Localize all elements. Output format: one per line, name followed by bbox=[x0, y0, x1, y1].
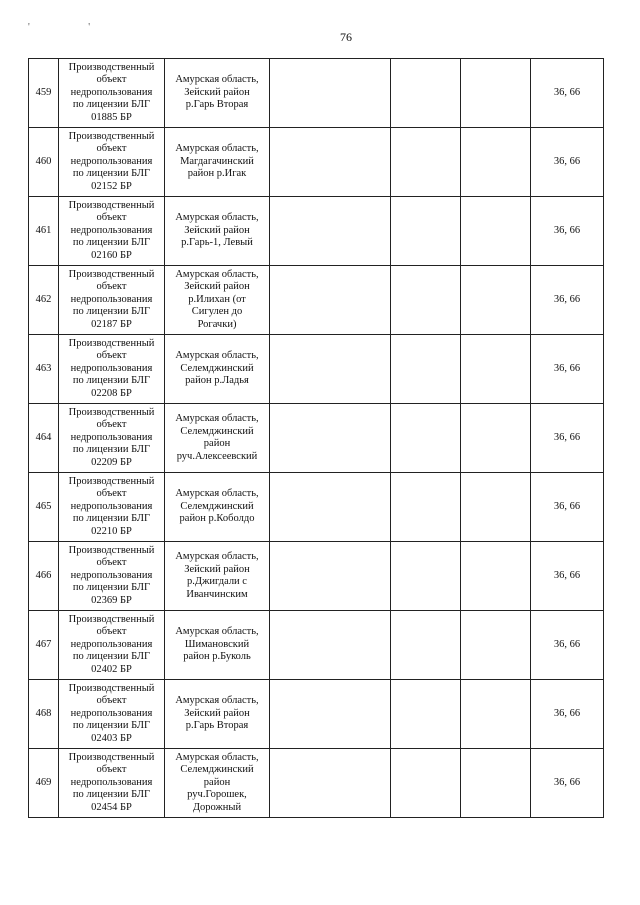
value-cell: 36, 66 bbox=[531, 473, 604, 542]
empty-cell bbox=[270, 128, 391, 197]
empty-cell bbox=[461, 749, 531, 818]
empty-cell bbox=[461, 335, 531, 404]
object-location bbox=[165, 128, 270, 197]
row-number: 463 bbox=[29, 335, 59, 404]
table-row bbox=[29, 404, 604, 473]
value-cell: 36, 66 bbox=[531, 197, 604, 266]
table-row bbox=[29, 542, 604, 611]
table-row bbox=[29, 266, 604, 335]
value-cell: 36, 66 bbox=[531, 128, 604, 197]
object-name-text: Производственный объект недропользования по лицензии БЛГ 02152 БР bbox=[68, 130, 155, 192]
empty-cell bbox=[270, 542, 391, 611]
object-location bbox=[165, 680, 270, 749]
object-location bbox=[165, 197, 270, 266]
page-number: 76 bbox=[340, 30, 352, 44]
object-name-text: Производственный объект недропользования по лицензии БЛГ 02369 БР bbox=[68, 544, 155, 606]
empty-cell bbox=[461, 473, 531, 542]
scan-corner-marks: ' ' bbox=[28, 22, 119, 33]
empty-cell bbox=[391, 542, 461, 611]
object-location-text: Амурская область, Зейский район р.Джигдали с Иванчинским bbox=[175, 551, 259, 600]
row-number: 464 bbox=[29, 404, 59, 473]
object-name bbox=[59, 473, 165, 542]
empty-cell bbox=[461, 680, 531, 749]
object-name-text: Производственный объект недропользования по лицензии БЛГ 02402 БР bbox=[68, 613, 155, 675]
object-name bbox=[59, 404, 165, 473]
table-row bbox=[29, 59, 604, 128]
empty-cell bbox=[391, 611, 461, 680]
object-name-text: Производственный объект недропользования по лицензии БЛГ 02160 БР bbox=[68, 199, 155, 261]
empty-cell bbox=[391, 59, 461, 128]
value-cell: 36, 66 bbox=[531, 266, 604, 335]
empty-cell bbox=[391, 680, 461, 749]
object-name-text: Производственный объект недропользования по лицензии БЛГ 02209 БР bbox=[68, 406, 155, 468]
object-name-text: Производственный объект недропользования по лицензии БЛГ 02187 БР bbox=[68, 268, 155, 330]
empty-cell bbox=[270, 59, 391, 128]
object-location-text: Амурская область, Магдагачинский район р.Игак bbox=[175, 143, 259, 180]
empty-cell bbox=[391, 749, 461, 818]
object-location bbox=[165, 749, 270, 818]
object-location bbox=[165, 542, 270, 611]
object-location-text: Амурская область, Зейский район р.Гарь Вторая bbox=[175, 695, 259, 732]
empty-cell bbox=[461, 404, 531, 473]
row-number: 459 bbox=[29, 59, 59, 128]
empty-cell bbox=[461, 266, 531, 335]
empty-cell bbox=[461, 611, 531, 680]
empty-cell bbox=[270, 611, 391, 680]
row-number: 466 bbox=[29, 542, 59, 611]
object-location bbox=[165, 473, 270, 542]
row-number: 469 bbox=[29, 749, 59, 818]
object-name bbox=[59, 749, 165, 818]
object-name-text: Производственный объект недропользования по лицензии БЛГ 02403 БР bbox=[68, 682, 155, 744]
row-number: 462 bbox=[29, 266, 59, 335]
value-cell: 36, 66 bbox=[531, 542, 604, 611]
object-location bbox=[165, 59, 270, 128]
value-cell: 36, 66 bbox=[531, 611, 604, 680]
empty-cell bbox=[391, 197, 461, 266]
table-row bbox=[29, 197, 604, 266]
object-location bbox=[165, 611, 270, 680]
empty-cell bbox=[270, 473, 391, 542]
row-number: 460 bbox=[29, 128, 59, 197]
object-location-text: Амурская область, Зейский район р.Илихан (от Сигулен до Рогачки) bbox=[175, 268, 259, 330]
empty-cell bbox=[270, 266, 391, 335]
empty-cell bbox=[461, 197, 531, 266]
table-row bbox=[29, 335, 604, 404]
row-number: 468 bbox=[29, 680, 59, 749]
row-number: 465 bbox=[29, 473, 59, 542]
table-row bbox=[29, 128, 604, 197]
value-cell: 36, 66 bbox=[531, 59, 604, 128]
empty-cell bbox=[391, 335, 461, 404]
object-name bbox=[59, 611, 165, 680]
table-row bbox=[29, 611, 604, 680]
object-name bbox=[59, 197, 165, 266]
object-location-text: Амурская область, Зейский район р.Гарь Вторая bbox=[175, 74, 259, 111]
empty-cell bbox=[270, 197, 391, 266]
object-location-text: Амурская область, Селемджинский район руч.Алексеевский bbox=[175, 413, 259, 462]
row-number: 467 bbox=[29, 611, 59, 680]
empty-cell bbox=[461, 128, 531, 197]
object-location-text: Амурская область, Селемджинский район руч.Горошек, Дорожный bbox=[175, 751, 259, 813]
object-name-text: Производственный объект недропользования по лицензии БЛГ 02454 БР bbox=[68, 751, 155, 813]
object-name bbox=[59, 59, 165, 128]
empty-cell bbox=[270, 680, 391, 749]
table-row bbox=[29, 749, 604, 818]
object-name bbox=[59, 128, 165, 197]
table-row bbox=[29, 473, 604, 542]
value-cell: 36, 66 bbox=[531, 680, 604, 749]
object-name-text: Производственный объект недропользования по лицензии БЛГ 02208 БР bbox=[68, 337, 155, 399]
object-name bbox=[59, 680, 165, 749]
empty-cell bbox=[391, 128, 461, 197]
object-location bbox=[165, 404, 270, 473]
value-cell: 36, 66 bbox=[531, 404, 604, 473]
empty-cell bbox=[270, 404, 391, 473]
empty-cell bbox=[391, 473, 461, 542]
empty-cell bbox=[461, 542, 531, 611]
empty-cell bbox=[270, 335, 391, 404]
empty-cell bbox=[391, 404, 461, 473]
value-cell: 36, 66 bbox=[531, 749, 604, 818]
empty-cell bbox=[270, 749, 391, 818]
empty-cell bbox=[391, 266, 461, 335]
empty-cell bbox=[461, 59, 531, 128]
registry-table bbox=[28, 58, 604, 818]
object-location-text: Амурская область, Зейский район р.Гарь-1, Левый bbox=[175, 212, 259, 249]
row-number: 461 bbox=[29, 197, 59, 266]
object-location-text: Амурская область, Селемджинский район р.Ладья bbox=[175, 350, 259, 387]
object-name-text: Производственный объект недропользования по лицензии БЛГ 02210 БР bbox=[68, 475, 155, 537]
object-name-text: Производственный объект недропользования по лицензии БЛГ 01885 БР bbox=[68, 61, 155, 123]
object-location-text: Амурская область, Шимановский район р.Буколь bbox=[175, 626, 259, 663]
object-location bbox=[165, 335, 270, 404]
value-cell: 36, 66 bbox=[531, 335, 604, 404]
object-name bbox=[59, 266, 165, 335]
object-location bbox=[165, 266, 270, 335]
object-location-text: Амурская область, Селемджинский район р.Коболдо bbox=[175, 488, 259, 525]
table-row bbox=[29, 680, 604, 749]
object-name bbox=[59, 335, 165, 404]
object-name bbox=[59, 542, 165, 611]
